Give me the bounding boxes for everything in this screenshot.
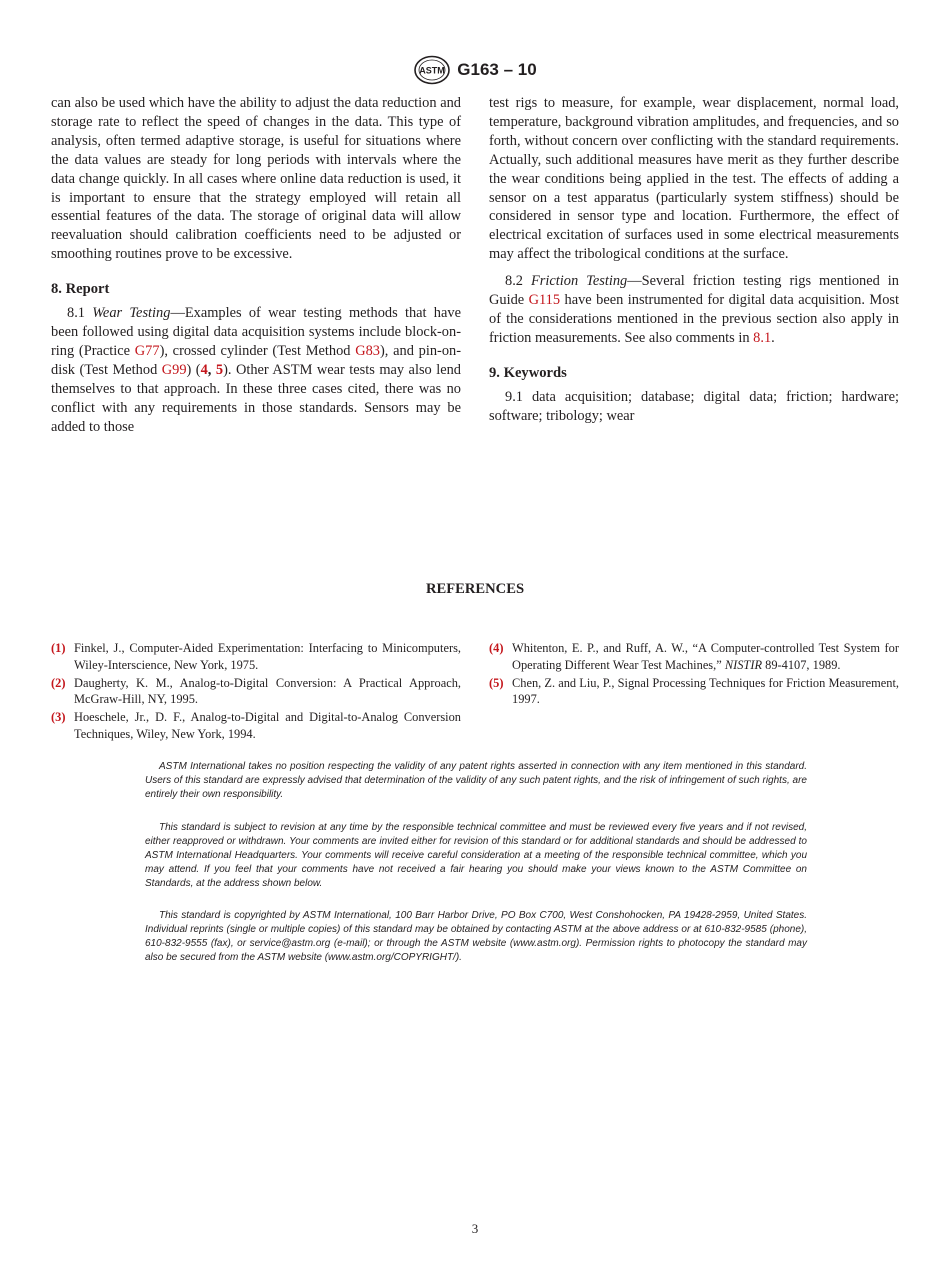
citation-separator: , bbox=[207, 361, 216, 378]
revision-notice-text: This standard is subject to revision at any time by the responsible technical committee and must be reviewed every five years and if not revised, either reapproved or withdrawn. Your comments are invited either for revision of this standard or for additional standards and should be addressed to ASTM International Headquarters. Your comments will receive careful consideration at a meeting of the responsible technical committee, which you may attend. If you feel that your comments have not received a fair hearing you should make your views known to the ASTM Committee on Standards, at the address shown below. bbox=[145, 822, 807, 889]
reference-item bbox=[51, 640, 461, 674]
text-run: Finkel, J., Computer-Aided Experimentation: Interfacing to Minicomputers, Wiley-Interscience, New York, 1975. bbox=[74, 641, 461, 672]
text-run: ), and pin-on-disk (Test Method bbox=[51, 342, 461, 378]
section-9-heading: 9. Keywords bbox=[489, 364, 567, 381]
text-run: ). Other ASTM wear tests may also lend themselves to that approach. In these three cases cited, there was no conflict with any requirements in those standards. Sensors may be added to those bbox=[51, 361, 461, 435]
text-run: . bbox=[771, 329, 775, 346]
continued-paragraph: can also be used which have the ability to adjust the data reduction and storage rate to reflect the speed of changes in the data. This type of analysis, often termed adaptive storage, is useful for situations where the data values are steady for long periods with intervals where the data change quickly. In all cases where online data reduction is used, it is important to ensure that the strategy employed will retain all essential features of the data. The storage of original data will allow reevaluation should calibration coefficients need to be adjusted or smoothing routines prove to be excessive. bbox=[51, 95, 461, 263]
link-section-8-1[interactable]: 8.1 bbox=[753, 329, 772, 346]
reference-number: (3) bbox=[51, 710, 66, 725]
reference-item bbox=[489, 640, 899, 674]
svg-text:ASTM: ASTM bbox=[419, 65, 446, 76]
reference-number: (4) bbox=[489, 641, 504, 655]
text-run: Hoeschele, Jr., D. F., Analog-to-Digital and Digital-to-Analog Conversion Techniques, Wiley, New York, 1994. bbox=[74, 710, 461, 741]
reference-text bbox=[512, 640, 899, 674]
text-run: have been instrumented for digital data acquisition. Most of the considerations mentioned in the previous section also apply in friction measurements. See also comments in bbox=[489, 292, 899, 346]
reference-text bbox=[74, 640, 461, 674]
link-g77[interactable]: G77 bbox=[134, 342, 160, 359]
paragraph-8-2 bbox=[489, 272, 899, 348]
revision-notice bbox=[145, 821, 807, 891]
citation-4[interactable]: 4 bbox=[200, 361, 208, 378]
text-run: 89-4107, 1989. bbox=[762, 657, 841, 672]
patent-notice bbox=[145, 760, 807, 802]
paragraph-9-1: 9.1 data acquisition; database; digital data; friction; hardware; software; tribology; wear bbox=[489, 388, 899, 424]
standard-designation: G163 – 10 bbox=[457, 60, 537, 79]
references-heading: REFERENCES bbox=[425, 581, 525, 597]
right-column bbox=[489, 94, 899, 426]
report-series: NISTIR bbox=[724, 657, 763, 672]
reference-number: (2) bbox=[51, 675, 66, 690]
left-column bbox=[51, 94, 461, 436]
text-run: Whitenton, E. P., and Ruff, A. W., “A Computer-controlled Test System for Operating Different Wear Test Machines,” bbox=[512, 641, 899, 672]
link-g115[interactable]: G115 bbox=[528, 292, 561, 309]
text-run: ), crossed cylinder (Test Method bbox=[159, 342, 356, 359]
references-left-column bbox=[51, 640, 461, 744]
copyright-notice bbox=[145, 909, 807, 965]
link-g99[interactable]: G99 bbox=[161, 361, 187, 378]
reference-item bbox=[51, 709, 461, 743]
continued-paragraph: test rigs to measure, for example, wear displacement, normal load, temperature, background vibration amplitudes, and frequencies, and so forth, without concern over conflicting with the standard requirements. Actually, such additional measures have merit as they further describe the wear conditions being applied in the test. The effects of adding a sensor on a test apparatus (particularly system stiffness) should be considered in sensor type and location. Furthermore, the effect of electrical excitation of surfaces used in some electrical measurements may affect the tribological conditions at the surface. bbox=[489, 95, 899, 263]
copyright-notice-text: This standard is copyrighted by ASTM International, 100 Barr Harbor Drive, PO Box C700, West Conshohocken, PA 19428-2959, United States. Individual reprints (single or multiple copies) of this standard may be obtained by contacting ASTM at the above address or at 610-832-9585 (phone), 610-832-9555 (fax), or service@astm.org (e-mail); or through the ASTM website (www.astm.org). Permission rights to photocopy the standard may also be secured from the ASTM website (www.astm.org/COPYRIGHT/). bbox=[145, 910, 807, 963]
astm-logo-icon bbox=[413, 55, 451, 85]
text-run: —Examples of wear testing methods that have been followed using digital data acquisition systems include block-on-ring (Practice bbox=[51, 305, 461, 359]
reference-text bbox=[74, 675, 461, 709]
section-8-heading: 8. Report bbox=[51, 281, 110, 298]
reference-item bbox=[51, 675, 461, 709]
text-run: Daugherty, K. M., Analog-to-Digital Conversion: A Practical Approach, McGraw-Hill, NY, 1995. bbox=[74, 675, 461, 707]
reference-number: (1) bbox=[51, 641, 66, 655]
reference-item bbox=[489, 675, 899, 709]
patent-notice-text: ASTM International takes no position respecting the validity of any patent rights asserted in connection with any item mentioned in this standard. Users of this standard are expressly advised that determination of the validity of any such patent rights, and the risk of infringement of such rights, are entirely their own responsibility. bbox=[145, 761, 807, 800]
citation-5[interactable]: 5 bbox=[215, 361, 224, 378]
references-right-column bbox=[489, 640, 899, 709]
paragraph-title: Friction Testing bbox=[531, 273, 628, 290]
paragraph-8-1 bbox=[51, 304, 461, 436]
page-number: 3 bbox=[471, 1221, 479, 1236]
paragraph-title: Wear Testing bbox=[92, 305, 171, 322]
reference-text bbox=[512, 675, 899, 709]
text-run: Chen, Z. and Liu, P., Signal Processing Techniques for Friction Measurement, 1997. bbox=[512, 675, 899, 707]
paragraph-number: 8.2 bbox=[505, 273, 523, 290]
reference-text bbox=[74, 709, 461, 743]
reference-number: (5) bbox=[489, 675, 504, 690]
paragraph-number: 8.1 bbox=[67, 305, 85, 322]
page-header bbox=[0, 55, 950, 85]
link-g83[interactable]: G83 bbox=[355, 342, 381, 359]
text-run: —Several friction testing rigs mentioned in Guide bbox=[489, 273, 899, 309]
text-run: ) ( bbox=[186, 361, 201, 378]
